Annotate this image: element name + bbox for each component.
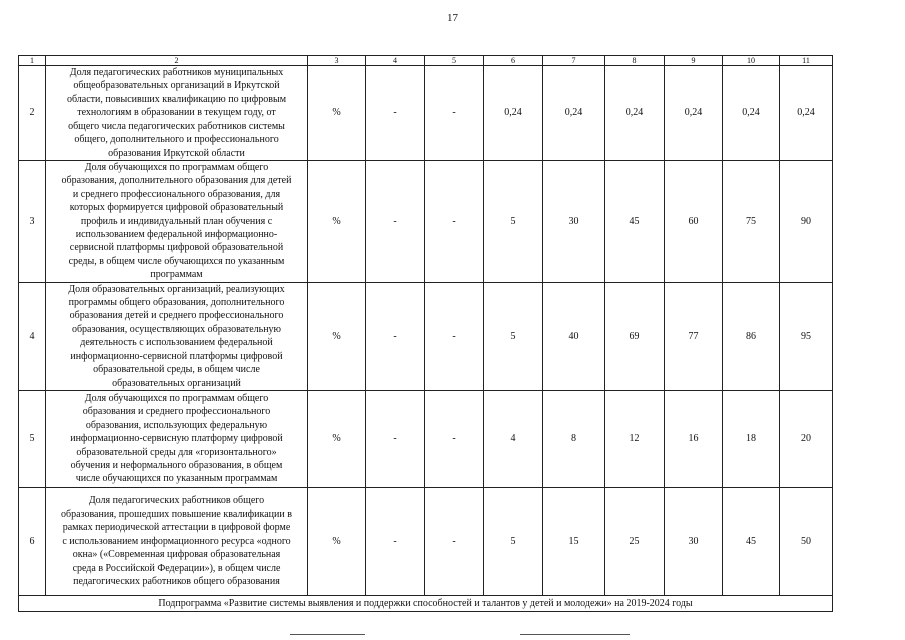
value-cell: 95 (780, 282, 833, 390)
unit-cell: % (308, 390, 366, 487)
row-number-cell: 5 (19, 390, 46, 487)
value-cell: 0,24 (723, 66, 780, 161)
value-cell: 60 (665, 161, 723, 283)
row-number-cell: 2 (19, 66, 46, 161)
description-line: Доля педагогических работников общего (88, 495, 265, 507)
description-line: Доля образовательных организаций, реализующих (68, 283, 285, 295)
header-cell: 10 (723, 56, 780, 66)
value-cell: - (366, 161, 425, 283)
description-line: образования, использующих федеральную (85, 419, 268, 431)
value-cell: 15 (543, 487, 605, 595)
value-cell: 5 (484, 282, 543, 390)
row-number-cell: 4 (19, 282, 46, 390)
indicator-description-cell (46, 390, 308, 487)
value-cell: - (425, 390, 484, 487)
row-number-cell: 3 (19, 161, 46, 283)
description-line: использованием федеральной информационно- (75, 229, 278, 241)
value-cell: - (425, 487, 484, 595)
description-line: Доля педагогических работников муниципальных (69, 67, 284, 79)
header-cell: 8 (605, 56, 665, 66)
unit-cell: % (308, 282, 366, 390)
header-cell: 7 (543, 56, 605, 66)
description-line: образования, дополнительного образования для детей (61, 175, 292, 187)
value-cell: - (425, 282, 484, 390)
value-cell: 40 (543, 282, 605, 390)
value-cell: - (425, 66, 484, 161)
description-line: образования Иркутской области (108, 147, 245, 159)
table-row (19, 66, 833, 161)
header-cell: 2 (46, 56, 308, 66)
value-cell: 45 (723, 487, 780, 595)
scan-edge-rule (520, 634, 630, 635)
description-line: педагогических работников общего образования (73, 575, 280, 587)
subprogram-title: Подпрограмма «Развитие системы выявления и поддержки способностей и талантов у детей и молодежи» на 2019-2024 годы (19, 595, 833, 611)
description-line: образовательной среды для «горизонтального» (76, 446, 277, 458)
value-cell: 90 (780, 161, 833, 283)
header-cell: 9 (665, 56, 723, 66)
description-line: информационно-сервисной платформы цифровой (70, 350, 283, 362)
value-cell: 69 (605, 282, 665, 390)
value-cell: 0,24 (780, 66, 833, 161)
value-cell: 0,24 (484, 66, 543, 161)
description-line: окна» («Современная цифровая образовательная (72, 549, 281, 561)
indicator-description-cell (46, 282, 308, 390)
description-line: информационно-сервисную платформу цифровой (70, 433, 283, 445)
header-cell: 6 (484, 56, 543, 66)
header-cell: 1 (19, 56, 46, 66)
description-line: среды, в общем числе обучающихся по указанным (68, 255, 285, 267)
description-line: профиль и индивидуальный план обучения с (80, 215, 273, 227)
description-line: среда в Российской Федерации»), в общем числе (72, 562, 281, 574)
description-line: образовательной среды, в общем числе (93, 364, 260, 376)
header-cell: 4 (366, 56, 425, 66)
value-cell: 8 (543, 390, 605, 487)
header-cell: 3 (308, 56, 366, 66)
description-line: сервисной платформы цифровой образовательной (69, 242, 284, 254)
description-line: Доля обучающихся по программам общего (84, 392, 269, 404)
description-line: области, повысивших квалификацию по цифровым (66, 93, 287, 105)
table-body (19, 56, 833, 612)
description-line: деятельность с использованием федеральной (80, 337, 273, 349)
table-row (19, 161, 833, 283)
unit-cell: % (308, 161, 366, 283)
value-cell: 18 (723, 390, 780, 487)
value-cell: 0,24 (543, 66, 605, 161)
value-cell: 75 (723, 161, 780, 283)
value-cell: 77 (665, 282, 723, 390)
description-line: с использованием информационного ресурса «одного (62, 535, 291, 547)
subprogram-row (19, 595, 833, 611)
value-cell: - (366, 390, 425, 487)
indicator-description-cell (46, 66, 308, 161)
description-line: Доля обучающихся по программам общего (84, 162, 269, 173)
value-cell: 25 (605, 487, 665, 595)
description-line: образования, осуществляющих образовательную (71, 323, 282, 335)
value-cell: - (366, 282, 425, 390)
unit-cell: % (308, 66, 366, 161)
description-line: образования и среднего профессионального (82, 406, 271, 418)
description-line: числе обучающихся по указанным программам (75, 473, 278, 485)
value-cell: - (366, 66, 425, 161)
unit-cell: % (308, 487, 366, 595)
description-line: образования, прошедших повышение квалификации в (61, 508, 292, 520)
description-line: обучения и неформального образования, в общем (70, 460, 283, 472)
page-number: 17 (447, 12, 458, 24)
header-cell: 5 (425, 56, 484, 66)
description-line: программам (150, 269, 203, 281)
value-cell: 0,24 (665, 66, 723, 161)
description-line: технологиям в образовании в текущем году, от (77, 107, 276, 119)
table-row (19, 390, 833, 487)
value-cell: 50 (780, 487, 833, 595)
description-line: образовательных организаций (112, 377, 241, 389)
value-cell: 16 (665, 390, 723, 487)
header-cell: 11 (780, 56, 833, 66)
value-cell: 30 (543, 161, 605, 283)
table-row (19, 282, 833, 390)
row-number-cell: 6 (19, 487, 46, 595)
description-line: рамках периодической аттестации в цифровой форме (62, 522, 291, 534)
table-row (19, 487, 833, 595)
value-cell: 20 (780, 390, 833, 487)
description-line: образования детей и среднего профессионального (69, 310, 284, 322)
value-cell: - (425, 161, 484, 283)
header-row (19, 56, 833, 66)
value-cell: 45 (605, 161, 665, 283)
value-cell: 30 (665, 487, 723, 595)
scan-edge-rule (290, 634, 365, 635)
description-line: общеобразовательных организаций в Иркутской (73, 80, 280, 92)
value-cell: 86 (723, 282, 780, 390)
value-cell: 12 (605, 390, 665, 487)
indicators-table (18, 55, 833, 612)
description-line: программы общего образования, дополнительного (68, 297, 285, 309)
description-line: которых формируется цифровой образовательный (69, 202, 284, 214)
description-line: общего числа педагогических работников системы (68, 120, 285, 132)
value-cell: - (366, 487, 425, 595)
value-cell: 5 (484, 487, 543, 595)
indicator-description-cell (46, 487, 308, 595)
value-cell: 0,24 (605, 66, 665, 161)
indicator-description-cell (46, 161, 308, 283)
description-line: и среднего профессионального образования, для (72, 188, 281, 200)
value-cell: 5 (484, 161, 543, 283)
description-line: общего, дополнительного и профессионального (74, 134, 279, 146)
value-cell: 4 (484, 390, 543, 487)
